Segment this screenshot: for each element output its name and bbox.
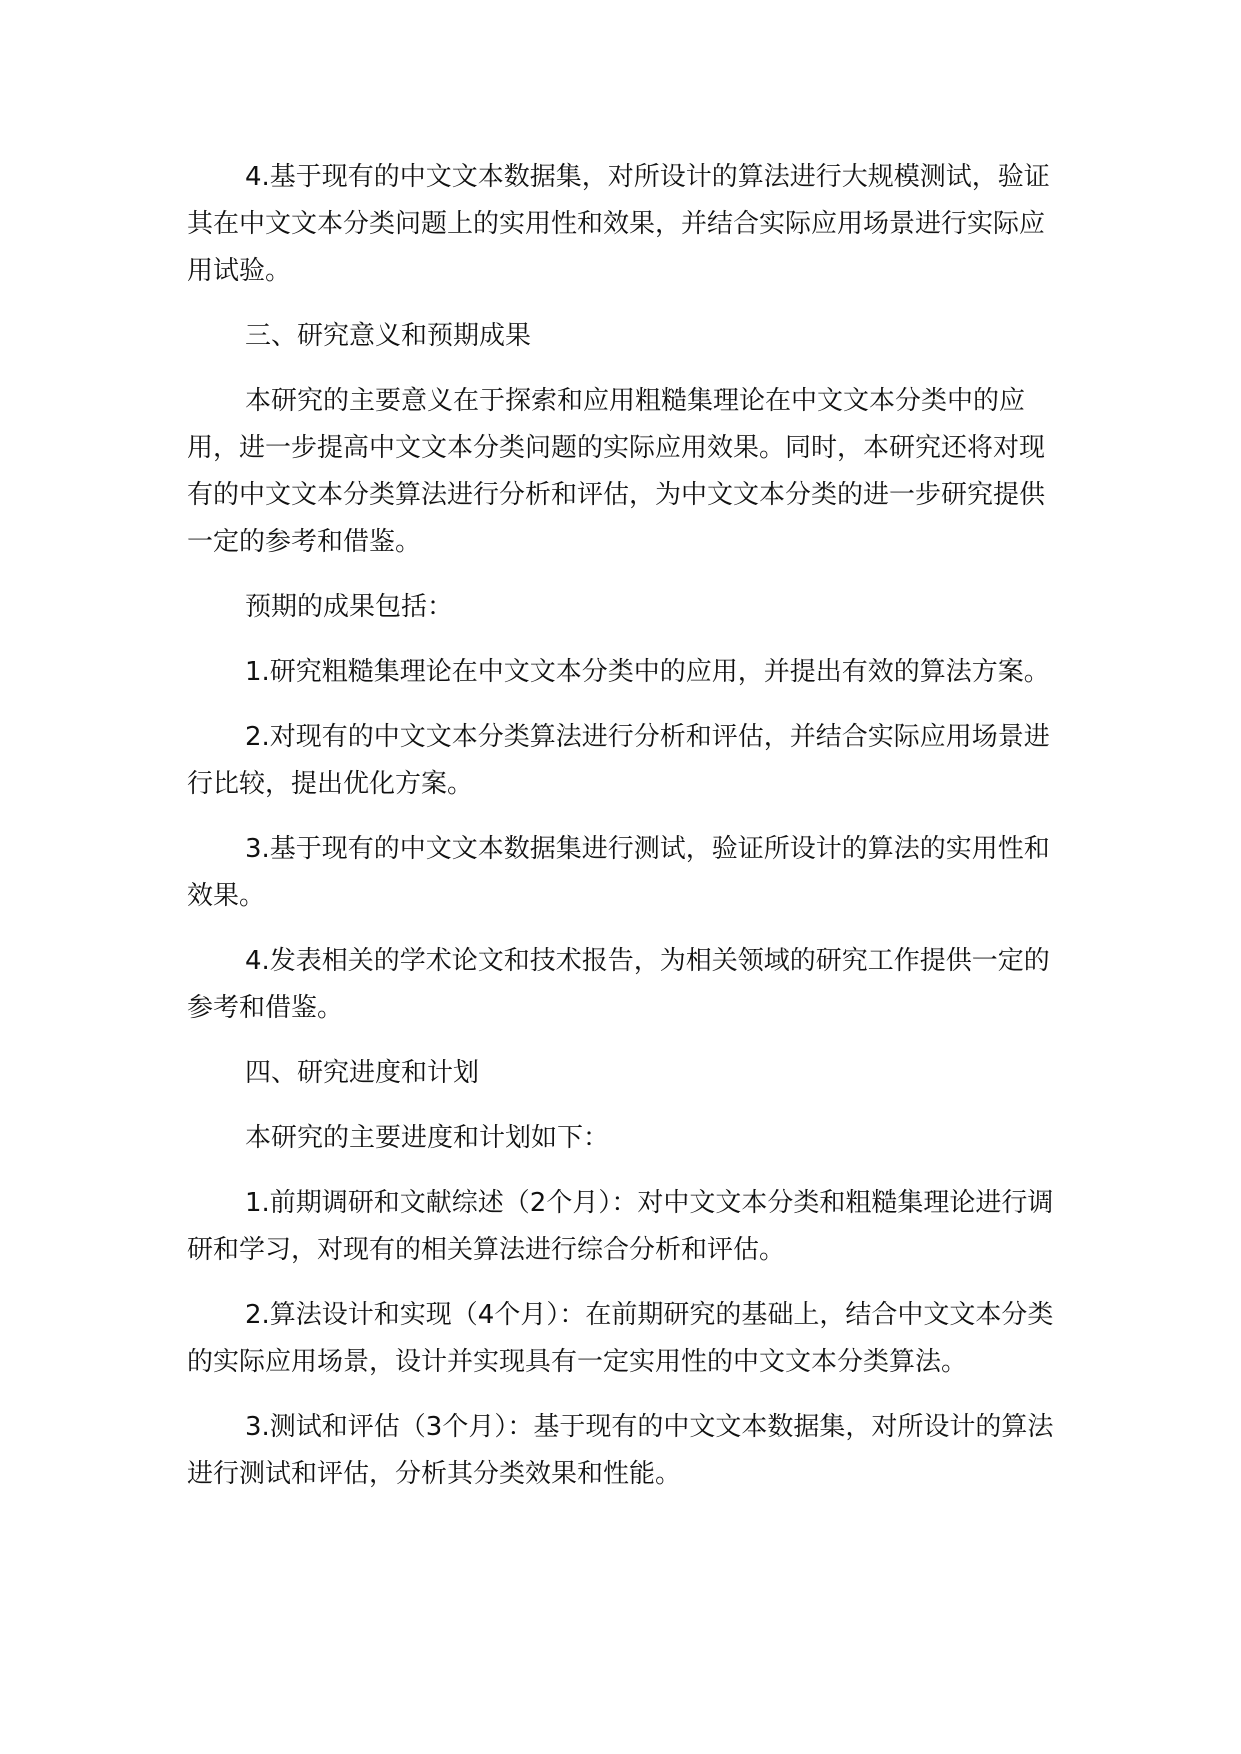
paragraph-schedule-intro: 本研究的主要进度和计划如下： (245, 1123, 610, 1153)
paragraph-significance: 本研究的主要意义在于探索和应用粗糙集理论在中文文本分类中的应用，进一步提高中文文本分类问题的实际应用效果。同时，本研究还将对现有的中文文本分类算法进行分析和评估，为中文文本分类的进一步研究提供一定的参考和借鉴。 (187, 386, 1046, 557)
paragraph-result-item-4: 4.发表相关的学术论文和技术报告，为相关领域的研究工作提供一定的参考和借鉴。 (187, 946, 1050, 1023)
paragraph-expected-results-intro: 预期的成果包括： (245, 592, 454, 622)
paragraph-test-item-4: 4.基于现有的中文文本数据集，对所设计的算法进行大规模测试，验证其在中文文本分类问题上的实用性和效果，并结合实际应用场景进行实际应用试验。 (187, 162, 1050, 286)
paragraph-result-item-1: 1.研究粗糙集理论在中文文本分类中的应用，并提出有效的算法方案。 (245, 657, 1050, 687)
section-heading-schedule: 四、研究进度和计划 (245, 1058, 480, 1088)
paragraph-schedule-item-1: 1.前期调研和文献综述（2个月）：对中文文本分类和粗糙集理论进行调研和学习，对现有的相关算法进行综合分析和评估。 (187, 1188, 1054, 1265)
paragraph-schedule-item-2: 2.算法设计和实现（4个月）：在前期研究的基础上，结合中文文本分类的实际应用场景，设计并实现具有一定实用性的中文文本分类算法。 (187, 1300, 1054, 1377)
paragraph-result-item-3: 3.基于现有的中文文本数据集进行测试，验证所设计的算法的实用性和效果。 (187, 834, 1050, 911)
paragraph-schedule-item-3: 3.测试和评估（3个月）：基于现有的中文文本数据集，对所设计的算法进行测试和评估，分析其分类效果和性能。 (187, 1412, 1054, 1489)
document-page (187, 154, 1067, 1516)
paragraph-result-item-2: 2.对现有的中文文本分类算法进行分析和评估，并结合实际应用场景进行比较，提出优化方案。 (187, 722, 1050, 799)
section-heading-significance: 三、研究意义和预期成果 (245, 321, 532, 351)
